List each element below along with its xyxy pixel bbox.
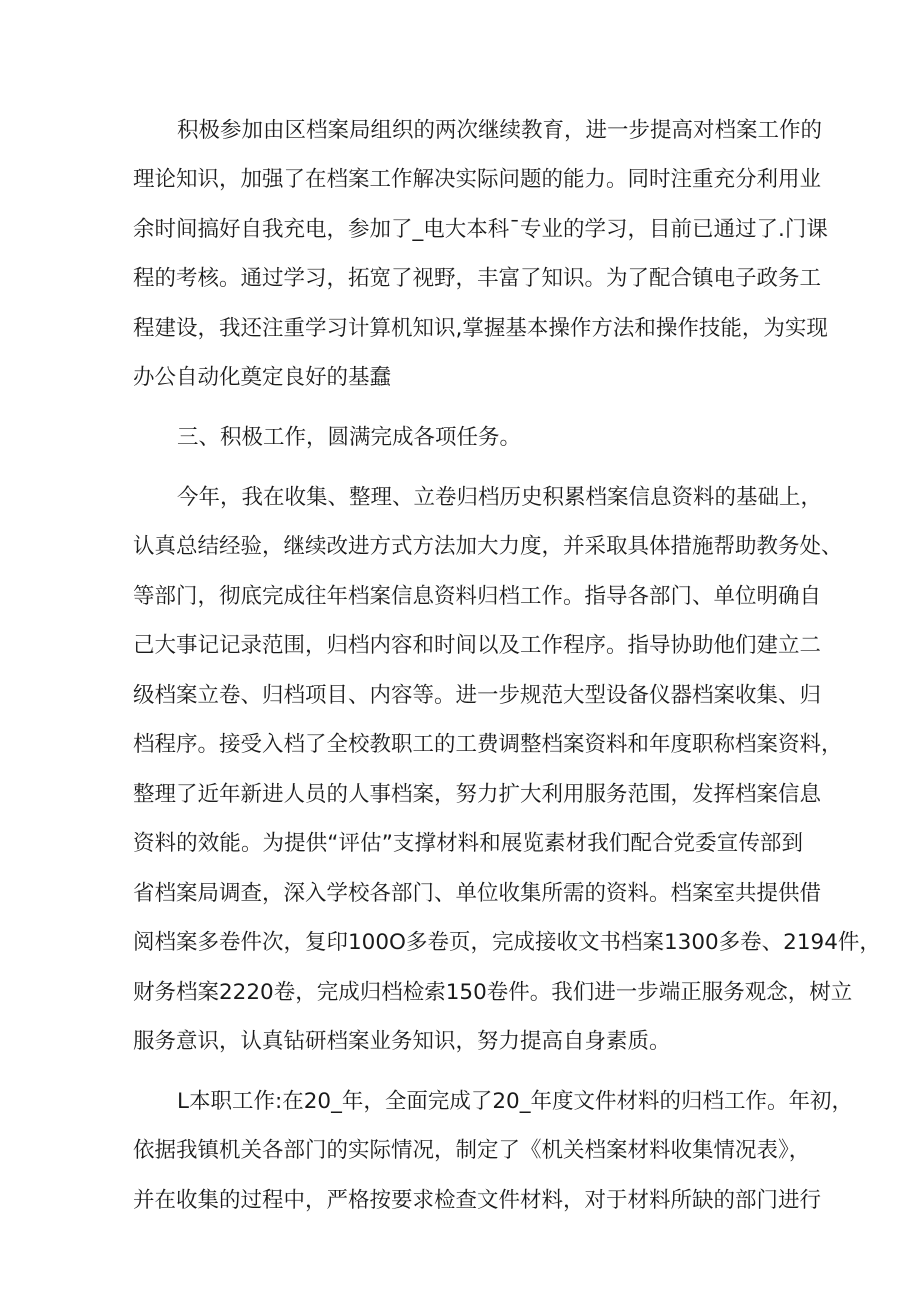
paragraph-3-line-11: 财务档案2220卷，完成归档检索150卷件。我们进一步端正服务观念，树立 <box>133 980 853 1005</box>
paragraph-3-line-10: 阅档案多卷件次，复印100O多卷页，完成接收文书档案1300多卷、2194件， <box>133 930 881 955</box>
paragraph-3-line-1: 今年，我在收集、整理、立卷归档历史积累档案信息资料的基础上， <box>177 485 823 510</box>
paragraph-4-line-2: 依据我镇机关各部门的实际情况，制定了《机关档案材料收集情况表》， <box>133 1138 811 1163</box>
paragraph-1-line-4: 程的考核。通过学习，拓宽了视野，丰富了知识。为了配合镇电子政务工 <box>133 266 822 291</box>
paragraph-3-line-4: 己大事记记录范围，归档内容和时间以及工作程序。指导协助他们建立二 <box>133 633 822 658</box>
paragraph-3-line-9: 省档案局调查，深入学校各部门、单位收集所需的资料。档案室共提供借 <box>133 881 822 906</box>
paragraph-4-line-3: 并在收集的过程中，严格按要求检查文件材料，对于材料所缺的部门进行 <box>133 1188 822 1213</box>
paragraph-3-line-8: 资料的效能。为提供“评估”支撑材料和展览素材我们配合党委宣传部到 <box>133 831 803 856</box>
paragraph-4-line-1: L本职工作:在20_年，全面完成了20_年度文件材料的归档工作。年初， <box>177 1089 853 1114</box>
paragraph-1-line-3: 余时间搞好自我充电，参加了_电大本科¯专业的学习，目前已通过了.门课 <box>133 217 828 242</box>
paragraph-1-line-6: 办公自动化奠定良好的基蠢 <box>133 365 392 390</box>
paragraph-1-line-2: 理论知识，加强了在档案工作解决实际问题的能力。同时注重充分利用业 <box>133 167 822 192</box>
paragraph-3-line-5: 级档案立卷、归档项目、内容等。进一步规范大型设备仪器档案收集、归 <box>133 683 822 708</box>
paragraph-3-line-2: 认真总结经验，继续改进方式方法加大力度，并采取具体措施帮助教务处、 <box>133 534 843 559</box>
paragraph-1-line-5: 程建设，我还注重学习计算机知识,掌握基本操作方法和操作技能，为实现 <box>133 316 828 341</box>
paragraph-3-line-12: 服务意识，认真钻研档案业务知识，努力提高自身素质。 <box>133 1029 671 1054</box>
paragraph-1-line-1: 积极参加由区档案局组织的两次继续教育，进一步提高对档案工作的 <box>177 118 823 143</box>
section-heading: 三、积极工作，圆满完成各项任务。 <box>177 425 522 450</box>
paragraph-3-line-3: 等部门，彻底完成往年档案信息资料归档工作。指导各部门、单位明确自 <box>133 584 822 609</box>
paragraph-3-line-7: 整理了近年新进人员的人事档案，努力扩大利用服务范围，发挥档案信息 <box>133 782 822 807</box>
paragraph-3-line-6: 档程序。接受入档了全校教职工的工费调整档案资料和年度职称档案资料， <box>133 732 843 757</box>
